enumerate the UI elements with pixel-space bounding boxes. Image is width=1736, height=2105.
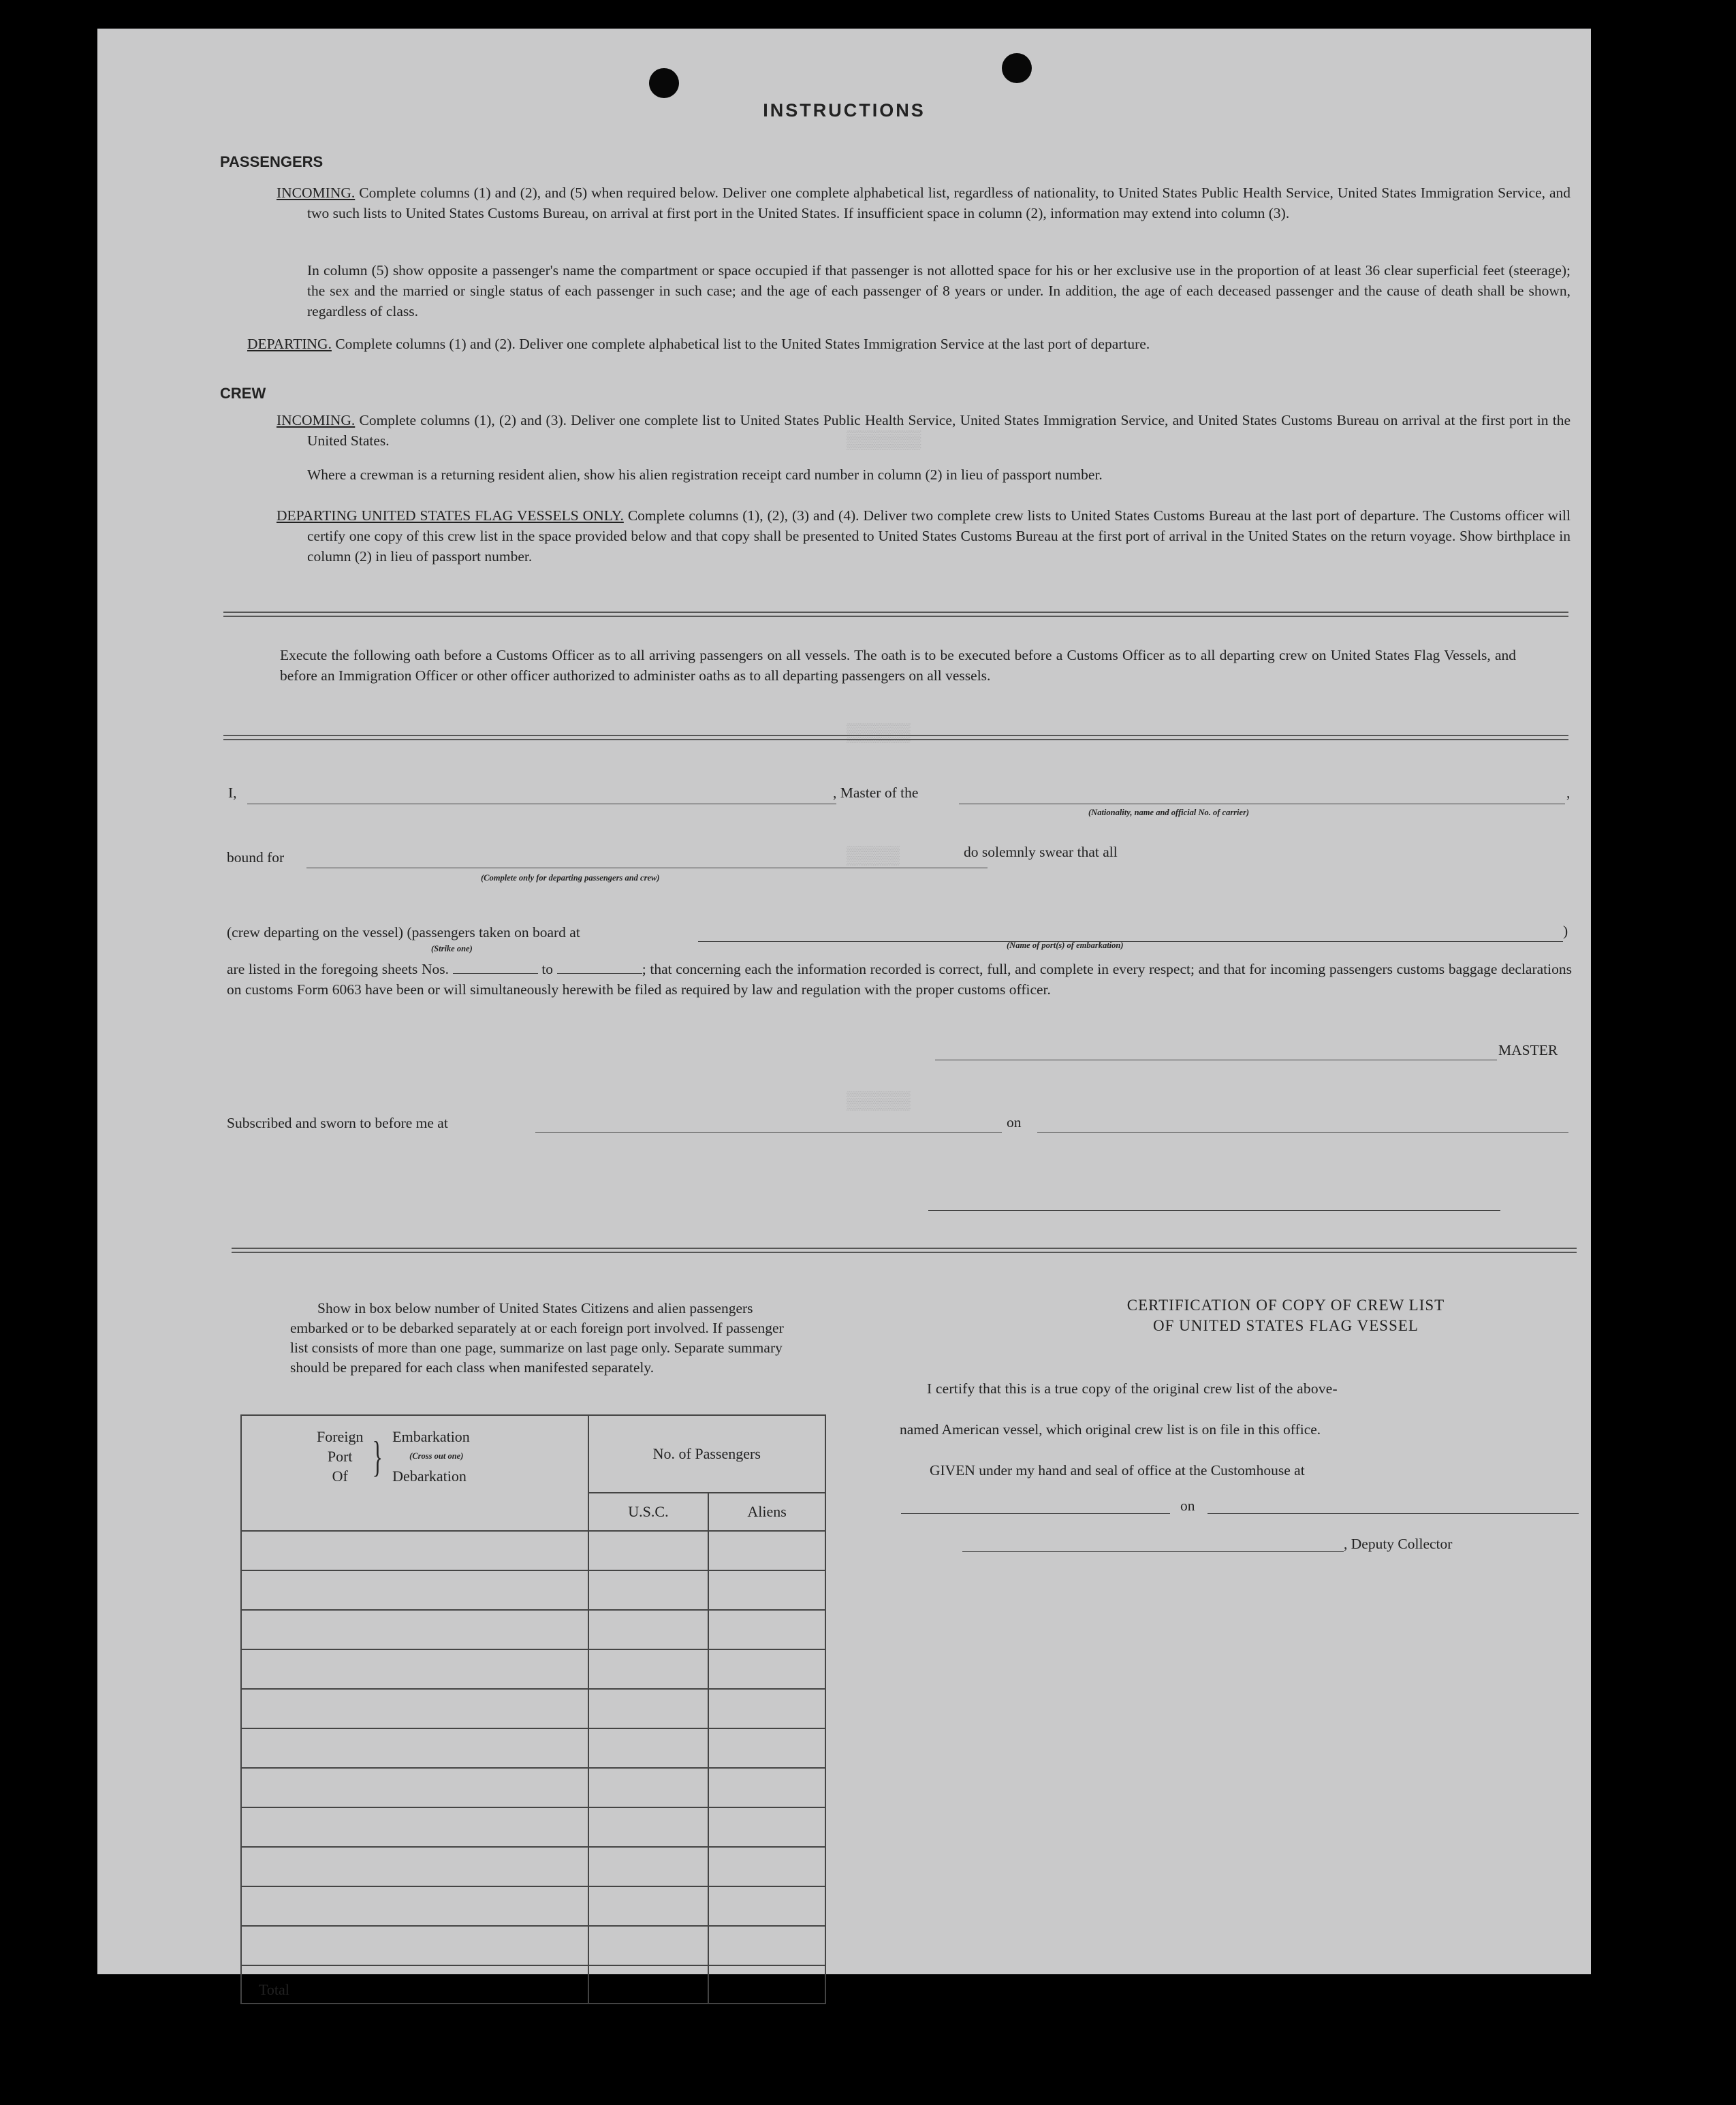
usc-cell[interactable] <box>588 1886 709 1926</box>
ports-close-paren: ) <box>1563 923 1568 939</box>
usc-cell[interactable] <box>588 1610 709 1649</box>
bleed-through-text: ▒▒▒▒▒▒▒ ▒▒▒▒▒▒ ▒▒▒▒▒ ▒▒▒▒▒▒ <box>847 430 921 1111</box>
ports-caption: (Name of port(s) of embarkation) <box>1007 940 1124 950</box>
crew-departing-text: Complete columns (1), (2), (3) and (4). Deliver two complete crew lists to United States Customs Bureau at the last port of departure. The Customs officer will certify one copy of this crew list in the space provided below and that copy shall be presented to United States Customs Bureau at the first port of arrival in the United States on the return voyage. Show birthplace in column (2) in lieu of passport number. <box>307 507 1571 565</box>
passengers-count-header: No. of Passengers <box>588 1415 825 1493</box>
aliens-cell[interactable] <box>708 1807 825 1847</box>
carrier-trailing-comma: , <box>1566 785 1571 801</box>
brace-icon: } <box>373 1431 383 1481</box>
bound-for-caption: (Complete only for departing passengers and crew) <box>481 873 660 883</box>
passengers-departing-paragraph <box>247 334 1571 354</box>
port-cell[interactable] <box>241 1689 588 1728</box>
document-page <box>97 29 1591 1998</box>
passengers-incoming-paragraph <box>277 183 1571 223</box>
aliens-cell[interactable] <box>708 1926 825 1965</box>
passengers-departing-text: Complete columns (1) and (2). Deliver one complete alphabetical list to the United States Immigration Service at the last port of departure. <box>335 336 1150 352</box>
header-embarkation: Embarkation <box>392 1428 470 1445</box>
usc-cell[interactable] <box>588 1807 709 1847</box>
aliens-cell[interactable] <box>708 1689 825 1728</box>
oath-crew-departing: (crew departing on the vessel) (passengers taken on board at <box>227 924 580 940</box>
port-cell[interactable] <box>241 1768 588 1807</box>
usc-cell[interactable] <box>588 1531 709 1570</box>
aliens-cell[interactable] <box>708 1649 825 1689</box>
certification-line2: named American vessel, which original crew list is on file in this office. <box>900 1421 1321 1438</box>
aliens-header: Aliens <box>708 1493 825 1531</box>
summary-row <box>241 1807 825 1847</box>
divider <box>223 612 1568 617</box>
aliens-cell[interactable] <box>708 1768 825 1807</box>
summary-row <box>241 1689 825 1728</box>
deputy-collector-signature-field[interactable] <box>962 1551 1344 1552</box>
crew-incoming-paragraph <box>277 410 1571 451</box>
summary-row <box>241 1610 825 1649</box>
passengers-incoming-text: Complete columns (1) and (2), and (5) when required below. Deliver one complete alphabetical list, regardless of nationality, to United States Public Health Service, United States Immigration Service, and two such lists to United States Customs Bureau, on arrival at first port in the United States. If insufficient space in column (2), information may extend into column (3). <box>307 185 1571 221</box>
summary-row <box>241 1926 825 1965</box>
divider <box>223 735 1568 740</box>
passenger-summary-table <box>240 1414 826 2004</box>
certification-on-label: on <box>1180 1498 1195 1514</box>
summary-row <box>241 1570 825 1610</box>
divider <box>232 1248 1577 1253</box>
usc-cell[interactable] <box>588 1926 709 1965</box>
passengers-heading: PASSENGERS <box>220 153 323 170</box>
oath-swear: do solemnly swear that all <box>964 844 1118 860</box>
carrier-caption: (Nationality, name and official No. of carrier) <box>1088 808 1250 817</box>
oath-to-label: to <box>541 961 554 977</box>
aliens-total-cell[interactable] <box>708 1965 825 2004</box>
oath-listed-prefix: are listed in the foregoing sheets Nos. <box>227 961 449 977</box>
summary-row <box>241 1847 825 1886</box>
port-cell[interactable] <box>241 1926 588 1965</box>
certification-deputy: , Deputy Collector <box>1344 1536 1453 1552</box>
port-cell[interactable] <box>241 1807 588 1847</box>
certification-line1: I certify that this is a true copy of the original crew list of the above- <box>927 1380 1338 1397</box>
port-cell[interactable] <box>241 1886 588 1926</box>
usc-cell[interactable] <box>588 1847 709 1886</box>
aliens-cell[interactable] <box>708 1728 825 1768</box>
oath-intro-paragraph: Execute the following oath before a Customs Officer as to all arriving passengers on all vessels. The oath is to be executed before a Customs Officer as to all departing crew on United States Flag Vessels, and before an Immigration Officer or other officer authorized to administer oaths as to all departing passengers on all vessels. <box>280 647 1516 684</box>
aliens-cell[interactable] <box>708 1847 825 1886</box>
oath-master-of-the: , Master of the <box>833 785 919 801</box>
subscribed-date-field[interactable] <box>1037 1132 1568 1133</box>
summary-intro-paragraph: Show in box below number of United States Citizens and alien passengers embarked or to be debarked separately at or each foreign port involved. If passenger list consists of more than one page, summarize on last page only. Separate summary should be prepared for each class when manifested separately. <box>290 1300 784 1376</box>
oath-on-label: on <box>1007 1114 1022 1130</box>
ports-field[interactable] <box>698 941 1563 942</box>
oath-subscribed: Subscribed and sworn to before me at <box>227 1115 448 1131</box>
port-cell[interactable] <box>241 1531 588 1570</box>
header-debarkation: Debarkation <box>392 1468 467 1485</box>
header-foreign: Foreign <box>317 1428 364 1445</box>
oath-listed-paragraph <box>227 959 1572 1000</box>
crew-departing-label: DEPARTING UNITED STATES FLAG VESSELS ONLY. <box>277 507 624 524</box>
page-title: INSTRUCTIONS <box>763 100 926 121</box>
punch-hole-left <box>649 68 679 98</box>
usc-cell[interactable] <box>588 1728 709 1768</box>
port-cell[interactable] <box>241 1649 588 1689</box>
usc-cell[interactable] <box>588 1689 709 1728</box>
summary-total-row <box>241 1965 825 2004</box>
header-of: Of <box>332 1468 348 1485</box>
usc-total-cell[interactable] <box>588 1965 709 2004</box>
header-cross-out: (Cross out one) <box>409 1451 464 1461</box>
punch-hole-right <box>1002 53 1032 83</box>
certification-title <box>962 1295 1609 1336</box>
oath-i-label: I, <box>228 785 237 801</box>
crew-heading: CREW <box>220 385 266 402</box>
passengers-column5-paragraph: In column (5) show opposite a passenger's name the compartment or space occupied if that passenger is not allotted space for his or her exclusive use in the proportion of at least 36 clear superficial feet (steerage); the sex and the married or single status of each passenger in such case; and the age of each passenger of 8 years or under. In addition, the age of each deceased passenger and the cause of death shall be shown, regardless of class. <box>307 262 1571 319</box>
oath-bound-for: bound for <box>227 849 285 866</box>
aliens-cell[interactable] <box>708 1570 825 1610</box>
summary-row <box>241 1768 825 1807</box>
crew-departing-paragraph <box>277 505 1571 567</box>
aliens-cell[interactable] <box>708 1531 825 1570</box>
usc-header: U.S.C. <box>588 1493 709 1531</box>
aliens-cell[interactable] <box>708 1610 825 1649</box>
usc-cell[interactable] <box>588 1570 709 1610</box>
summary-row <box>241 1531 825 1570</box>
subscribed-place-field[interactable] <box>535 1132 1002 1133</box>
total-label: Total <box>241 1965 588 2004</box>
certification-title-line2: OF UNITED STATES FLAG VESSEL <box>1153 1317 1419 1334</box>
passengers-departing-label: DEPARTING. <box>247 336 332 352</box>
summary-row <box>241 1886 825 1926</box>
usc-cell[interactable] <box>588 1768 709 1807</box>
port-cell[interactable] <box>241 1847 588 1886</box>
port-header <box>241 1415 588 1531</box>
sheet-from-field[interactable] <box>453 960 538 974</box>
officer-signature-field[interactable] <box>928 1210 1500 1211</box>
oath-master-label: MASTER <box>1498 1042 1558 1058</box>
sheet-to-field[interactable] <box>557 960 642 974</box>
strike-one-caption: (Strike one) <box>431 944 473 953</box>
header-port: Port <box>327 1448 353 1465</box>
aliens-cell[interactable] <box>708 1886 825 1926</box>
crew-incoming-label: INCOMING. <box>277 412 356 428</box>
crew-resident-paragraph: Where a crewman is a returning resident alien, show his alien registration receipt card number in column (2) in lieu of passport number. <box>307 466 1103 483</box>
usc-cell[interactable] <box>588 1649 709 1689</box>
summary-row <box>241 1728 825 1768</box>
port-cell[interactable] <box>241 1610 588 1649</box>
port-cell[interactable] <box>241 1570 588 1610</box>
certification-line3: GIVEN under my hand and seal of office at the Customhouse at <box>930 1462 1305 1478</box>
certification-date-field[interactable] <box>1208 1513 1579 1514</box>
summary-row <box>241 1649 825 1689</box>
certification-title-line1: CERTIFICATION OF COPY OF CREW LIST <box>1126 1297 1445 1314</box>
port-cell[interactable] <box>241 1728 588 1768</box>
crew-incoming-text: Complete columns (1), (2) and (3). Deliver one complete list to United States Public Health Service, United States Immigration Service, and United States Customs Bureau on arrival at the first port in the United States. <box>307 412 1571 449</box>
customhouse-field[interactable] <box>901 1513 1170 1514</box>
passengers-incoming-label: INCOMING. <box>277 185 356 201</box>
oath-listed-rest: ; that concerning each the information recorded is correct, full, and complete in every respect; and that for incoming passengers customs baggage declarations on customs Form 6063 have been or will simultaneously herewith be filed as required by law and regulation with the proper customs officer. <box>227 961 1572 998</box>
